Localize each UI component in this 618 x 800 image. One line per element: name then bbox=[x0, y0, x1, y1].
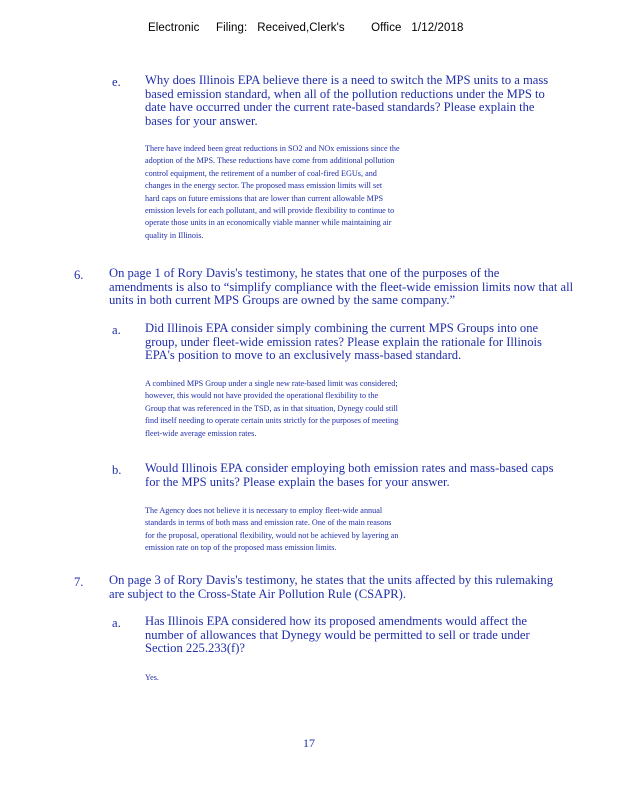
item-7a-question bbox=[145, 615, 530, 656]
answer-line: for the proposal, operational flexibility, would not be achieved by layering an bbox=[145, 530, 399, 540]
question-line: bases for your answer. bbox=[145, 113, 258, 128]
answer-line: quality in Illinois. bbox=[145, 230, 204, 240]
item-7a-label: a. bbox=[112, 616, 121, 630]
item-6-question bbox=[109, 267, 573, 308]
question-line: Section 225.233(f)? bbox=[145, 641, 246, 656]
item-6a-label: a. bbox=[112, 323, 121, 337]
question-line: group, under fleet-wide emission rates? Please explain the rationale for Illinois bbox=[145, 334, 542, 349]
item-7-label: 7. bbox=[74, 575, 84, 589]
item-e-question bbox=[145, 74, 548, 128]
question-line: On page 1 of Rory Davis's testimony, he states that one of the purposes of the bbox=[109, 266, 500, 280]
question-line: date have occurred under the current rate-based standards? Please explain the bbox=[145, 100, 535, 115]
answer-line: emission levels for each pollutant, and will provide flexibility to continue to bbox=[145, 206, 395, 216]
question-line: units in both current MPS Groups are owned by the same company.” bbox=[109, 293, 456, 308]
question-line: for the MPS units? Please explain the bases for your answer. bbox=[145, 474, 450, 489]
item-6a-answer bbox=[145, 378, 398, 440]
item-7a-answer bbox=[145, 672, 159, 684]
answer-line: standards in terms of both mass and emission rate. One of the main reasons bbox=[145, 518, 392, 528]
answer-line: however, this would not have provided the operational flexibility to the bbox=[145, 391, 379, 401]
item-6b-label: b. bbox=[112, 463, 122, 477]
item-6b-question bbox=[145, 462, 553, 489]
question-line: based emission standard, when all of the pollution reductions under the MPS to bbox=[145, 86, 545, 101]
question-line: On page 3 of Rory Davis's testimony, he states that the units affected by this rulemaking bbox=[109, 573, 554, 587]
question-line: Has Illinois EPA considered how its proposed amendments would affect the bbox=[145, 614, 527, 628]
answer-line: A combined MPS Group under a single new rate-based limit was considered; bbox=[145, 379, 398, 388]
answer-line: There have indeed been great reductions in SO2 and NOx emissions since the bbox=[145, 144, 400, 153]
answer-line: control equipment, the retirement of a number of coal-fired EGUs, and bbox=[145, 168, 377, 178]
question-line: Why does Illinois EPA believe there is a need to switch the MPS units to a mass bbox=[145, 73, 549, 87]
question-line: amendments is also to “simplify compliance with the fleet-wide emission limits now that all bbox=[109, 279, 574, 294]
answer-line: find itself needing to operate certain units strictly for the purposes of meeting bbox=[145, 416, 399, 426]
item-e-answer bbox=[145, 143, 400, 242]
question-line: EPA's position to move to an exclusively mass-based standard. bbox=[145, 348, 462, 363]
answer-line: hard caps on future emissions that are lower than current allowable MPS bbox=[145, 193, 384, 203]
answer-line: adoption of the MPS. These reductions have come from additional pollution bbox=[145, 156, 395, 166]
page-number: 17 bbox=[303, 736, 315, 750]
question-line: Would Illinois EPA consider employing both emission rates and mass-based caps bbox=[145, 461, 554, 475]
answer-line: fleet-wide average emission rates. bbox=[145, 428, 257, 438]
item-6-label: 6. bbox=[74, 268, 84, 282]
answer-line: The Agency does not believe it is necessary to employ fleet-wide annual bbox=[145, 506, 383, 515]
item-7-question bbox=[109, 574, 553, 601]
answer-line: changes in the energy sector. The proposed mass emission limits will set bbox=[145, 181, 383, 191]
answer-line: emission rate on top of the proposed mass emission limits. bbox=[145, 543, 337, 553]
answer-line: Yes. bbox=[145, 673, 159, 682]
filing-stamp-header: Electronic Filing: Received,Clerk's Office 1/12/2018 bbox=[148, 22, 464, 34]
item-6b-answer bbox=[145, 505, 398, 555]
item-e-label: e. bbox=[112, 75, 121, 89]
question-line: Did Illinois EPA consider simply combining the current MPS Groups into one bbox=[145, 321, 539, 335]
item-6a-question bbox=[145, 322, 542, 363]
answer-line: Group that was referenced in the TSD, as in that situation, Dynegy could still bbox=[145, 403, 398, 413]
answer-line: operate those units in an economically viable manner while maintaining air bbox=[145, 218, 392, 228]
question-line: number of allowances that Dynegy would be permitted to sell or trade under bbox=[145, 627, 530, 642]
question-line: are subject to the Cross-State Air Pollution Rule (CSAPR). bbox=[109, 586, 406, 601]
